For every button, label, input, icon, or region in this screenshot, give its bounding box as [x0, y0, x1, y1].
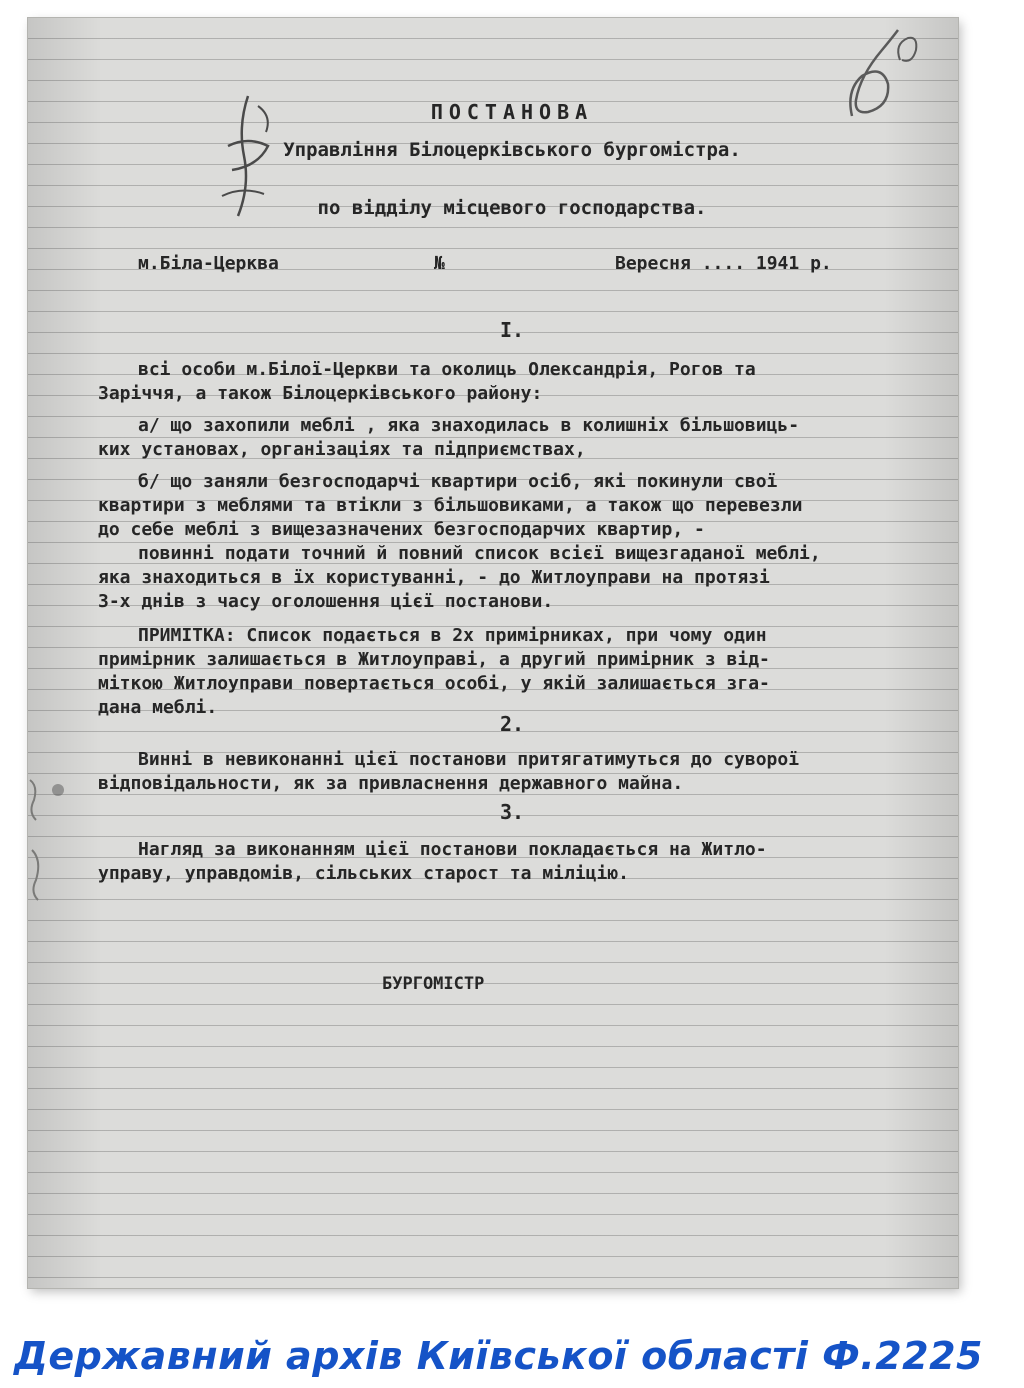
- department-line: по відділу місцевого господарства.: [317, 197, 707, 219]
- document-title: ПОСТАНОВА: [430, 100, 594, 124]
- section-3-line: управу, управдомів, сільських старост та міліцію.: [98, 863, 630, 884]
- archive-caption: Державний архів Київської області Ф.2225: [14, 1334, 983, 1378]
- section-1-intro-line: Заріччя, а також Білоцерківського району:: [98, 383, 543, 404]
- note-line: міткою Житлоуправи повертається особі, у якій залишається зга-: [98, 673, 770, 694]
- note-line: дана меблі.: [98, 697, 218, 718]
- dateline-date: Вересня .... 1941 р.: [615, 253, 832, 274]
- signature-title: БУРГОМІСТР: [382, 974, 485, 994]
- section-1-intro-line: всі особи м.Білої-Церкви та околиць Олександрія, Рогов та: [138, 359, 756, 380]
- item-b-line: квартири з меблями та втікли з більшовиками, а також що перевезли: [98, 495, 803, 516]
- section-2-line: Винні в невиконанні цієї постанови притягатимуться до суворої: [138, 749, 800, 770]
- obligation-line: яка знаходиться в їх користуванні, - до Житлоуправи на протязі: [98, 567, 770, 588]
- note-line: ПРИМІТКА: Список подається в 2х примірниках, при чому один: [138, 625, 767, 646]
- section-3-numeral: 3.: [499, 800, 525, 824]
- item-b-line: б/ що заняли безгосподарчі квартири осіб, які покинули свої: [138, 471, 778, 492]
- section-2-line: відповідальности, як за привласнення державного майна.: [98, 773, 684, 794]
- dateline-number: №: [434, 253, 445, 274]
- dateline-place: м.Біла-Церква: [138, 253, 279, 274]
- document-subtitle: Управління Білоцерківського бургомістра.: [283, 139, 741, 161]
- section-1-numeral: I.: [499, 318, 525, 342]
- item-a-line: ких установах, організаціях та підприємствах,: [98, 439, 586, 460]
- section-2-numeral: 2.: [499, 712, 525, 736]
- torn-edge-marks: [28, 760, 108, 960]
- obligation-line: 3-х днів з часу оголошення цієї постанови.: [98, 591, 554, 612]
- note-line: примірник залишається в Житлоуправі, а другий примірник з від-: [98, 649, 770, 670]
- item-b-line: до себе меблі з вищезазначених безгосподарчих квартир, -: [98, 519, 705, 540]
- item-a-line: а/ що захопили меблі , яка знаходилась в колишніх більшовиць-: [138, 415, 800, 436]
- section-3-line: Нагляд за виконанням цієї постанови покладається на Житло-: [138, 839, 767, 860]
- obligation-line: повинні подати точний й повний список всієї вищезгаданої меблі,: [138, 543, 821, 564]
